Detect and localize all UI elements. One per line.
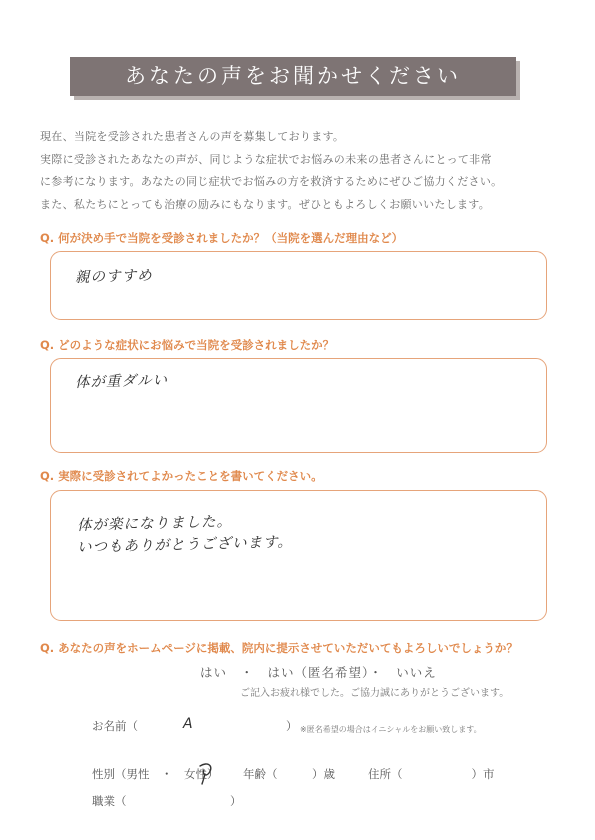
question-2-label: Q. どのような症状にお悩みで当院を受診されましたか？ [40,338,335,352]
consent-options[interactable]: はい ・ はい（匿名希望）・ いいえ [200,665,437,680]
name-note: ※匿名希望の場合はイニシャルをお願い致します。 [300,725,482,734]
intro-line: また、私たちにとっても治療の励みにもなります。ぜひともよろしくお願いいたします。 [40,197,491,211]
intro-text [40,126,560,216]
answer-3-line-2: いつもありがとうございます。 [76,534,294,556]
intro-line: 実際に受診されたあなたの声が、同じような症状でお悩みの未来の患者さんにとって非常 [40,152,492,166]
answer-2-handwriting: 体が重ダルい [74,372,169,391]
page-title: あなたの声をお聞かせください [125,64,461,88]
age-label[interactable]: 年齢（ ）歳 [243,767,335,781]
intro-line: に参考になります。あなたの同じ症状でお悩みの方を救済するためにぜひご協力ください。 [40,175,503,188]
name-close: ） [286,719,298,733]
question-3-label: Q. 実際に受診されてよかったことを書いてください。 [40,469,323,483]
gender-label[interactable]: 性別（男性 ・ 女性） [92,767,219,781]
job-label[interactable]: 職業（ ） [92,794,242,808]
thanks-message: ご記入お疲れ様でした。ご協力誠にありがとうございます。 [240,688,510,699]
answer-3-line-1: 体が楽になりました。 [76,513,233,534]
question-1-label: Q. 何が決め手で当院を受診されましたか？（当院を選んだ理由など） [40,231,404,245]
name-label: お名前（ [92,719,138,733]
name-value[interactable]: A [183,716,193,732]
address-label[interactable]: 住所（ ）市 [368,767,495,781]
answer-1-handwriting: 親のすすめ [74,267,153,286]
answer-box-1[interactable] [50,251,547,320]
answer-box-2[interactable] [50,358,547,453]
question-4-label: Q. あなたの声をホームページに掲載、院内に提示させていただいてもよろしいでしょうか？ [40,641,518,655]
gender-circle-mark [194,760,216,786]
intro-line: 現在、当院を受診された患者さんの声を募集しております。 [40,130,345,143]
answer-box-3[interactable] [50,490,547,621]
title-banner [70,57,516,96]
